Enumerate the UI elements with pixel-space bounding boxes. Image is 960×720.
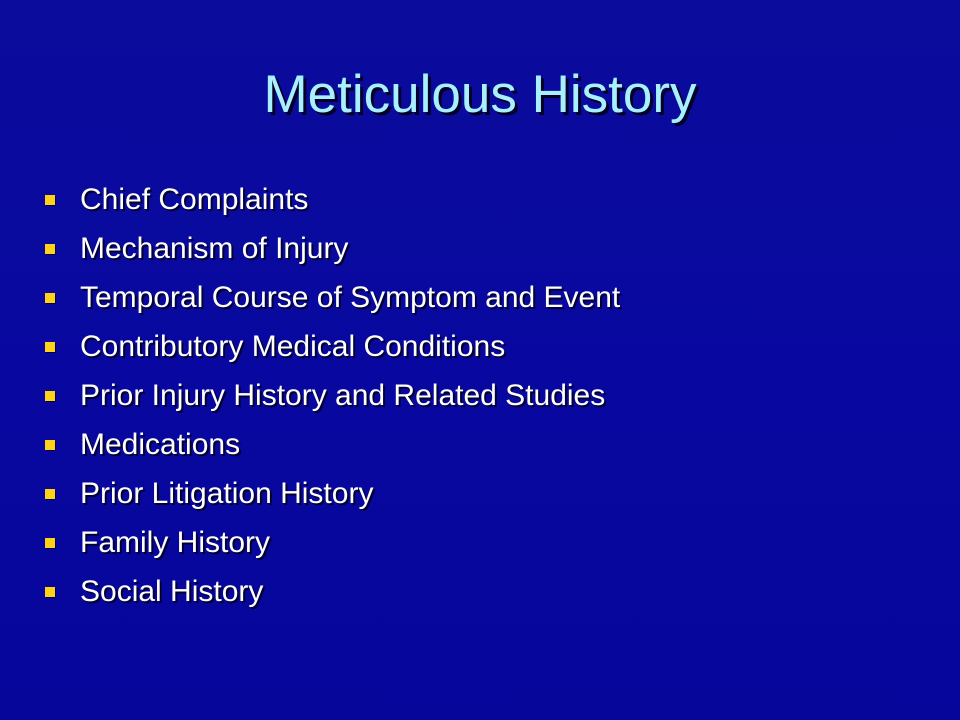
square-bullet-icon [45, 195, 55, 205]
list-item-label: Social History [80, 575, 264, 608]
list-item-label: Family History [80, 526, 271, 559]
list-item [40, 376, 620, 425]
list-item-label: Contributory Medical Conditions [80, 330, 506, 363]
list-item [40, 474, 620, 523]
list-item-label: Chief Complaints [80, 183, 309, 216]
square-bullet-icon [45, 391, 55, 401]
slide-title: Meticulous History [263, 65, 697, 124]
list-item [40, 572, 620, 621]
list-item-label: Prior Litigation History [80, 477, 374, 510]
list-item [40, 327, 620, 376]
square-bullet-icon [45, 342, 55, 352]
square-bullet-icon [45, 244, 55, 254]
square-bullet-icon [45, 538, 55, 548]
square-bullet-icon [45, 293, 55, 303]
bullet-list [40, 180, 620, 621]
list-item [40, 425, 620, 474]
square-bullet-icon [45, 587, 55, 597]
list-item [40, 523, 620, 572]
list-item [40, 229, 620, 278]
square-bullet-icon [45, 440, 55, 450]
list-item [40, 278, 620, 327]
list-item-label: Prior Injury History and Related Studies [80, 379, 606, 412]
list-item-label: Medications [80, 428, 241, 461]
list-item [40, 180, 620, 229]
square-bullet-icon [45, 489, 55, 499]
list-item-label: Temporal Course of Symptom and Event [80, 281, 621, 314]
list-item-label: Mechanism of Injury [80, 232, 349, 265]
